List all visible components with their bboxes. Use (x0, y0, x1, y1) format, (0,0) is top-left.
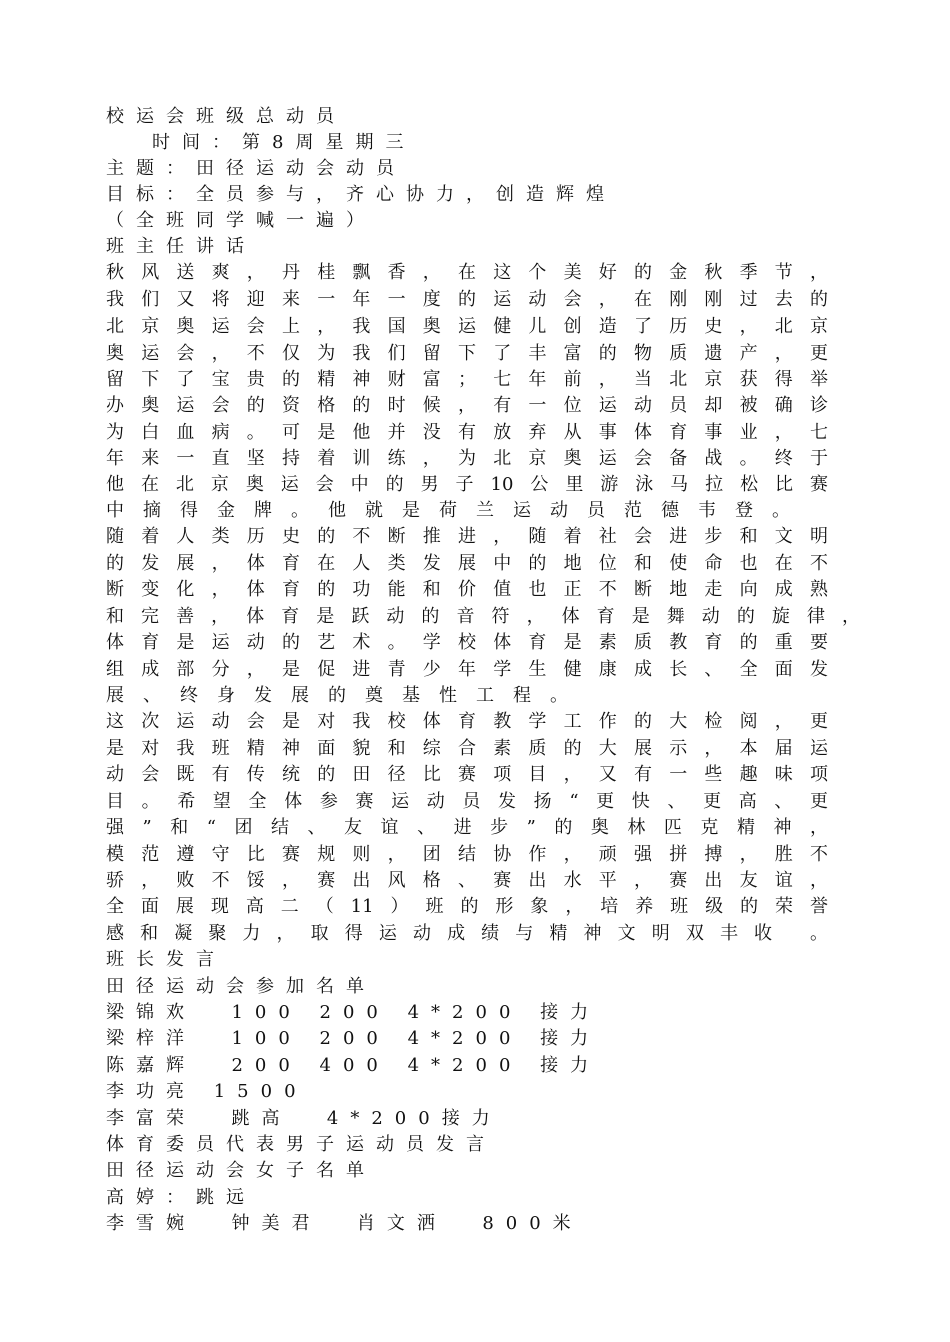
speech-line: 他在北京奥运会中的男子10公里游泳马拉松比赛 (106, 474, 828, 495)
speech-line: 的发展，体育在人类发展中的地位和使命也在不 (106, 553, 828, 574)
speech-line: 办奥运会的资格的时候，有一位运动员却被确诊 (106, 395, 828, 416)
speech-line: 留下了宝贵的精神财富；七年前，当北京获得举 (106, 369, 828, 390)
event-theme: 主题：田径运动会动员 (106, 158, 406, 179)
speech-line: 体育是运动的艺术。学校体育是素质教育的重要 (106, 632, 828, 653)
male-list-heading: 田径运动会参加名单 (106, 976, 376, 997)
speech-line: 年来一直坚持着训练，为北京奥运会备战。终于 (106, 448, 828, 469)
speech-line: 秋风送爽，丹桂飘香，在这个美好的金秋季节， (106, 262, 828, 283)
speech-line: 目。希望全体参赛运动员发扬“更快、更高、更 (106, 791, 828, 812)
speech-line: 是对我班精神面貌和综合素质的大展示，本届运 (106, 738, 828, 759)
goal-note: （全班同学喊一遍） (106, 210, 376, 231)
speech-line: 随着人类历史的不断推进，随着社会进步和文明 (106, 526, 828, 547)
male-entry: 李富荣 跳高 4*200接力 (106, 1108, 502, 1129)
speech-line: 模范遵守比赛规则，团结协作，顽强拼搏，胜不 (106, 844, 828, 865)
speech-line: 为白血病。可是他并没有放弃从事体育事业，七 (106, 422, 828, 443)
female-entry: 高婷：跳远 (106, 1187, 256, 1208)
speech-line: 北京奥运会上，我国奥运健儿创造了历史，北京 (106, 316, 828, 337)
speech-line: 我们又将迎来一年一度的运动会，在刚刚过去的 (106, 289, 828, 310)
speech-line: 奥运会，不仅为我们留下了丰富的物质遗产，更 (106, 343, 828, 364)
male-entry: 梁锦欢 100 200 4*200 接力 (106, 1002, 601, 1023)
speech-line: 这次运动会是对我校体育教学工作的大检阅，更 (106, 711, 828, 732)
male-entry: 李功亮 1500 (106, 1081, 308, 1102)
teacher-speech-heading: 班主任讲话 (106, 236, 256, 257)
speech-line: 动会既有传统的田径比赛项目，又有一些趣味项 (106, 764, 828, 785)
speech-line: 和完善，体育是跃动的音符，体育是舞动的旋律， (106, 606, 860, 627)
speech-line: 断变化，体育的功能和价值也正不断地走向成熟 (106, 579, 828, 600)
speech-line: 中摘得金牌。他就是荷兰运动员范德韦登。 (106, 500, 809, 521)
male-entry: 陈嘉辉 200 400 4*200 接力 (106, 1055, 601, 1076)
monitor-speech-heading: 班长发言 (106, 949, 226, 970)
speech-line: 展、终身发展的奠基性工程。 (106, 685, 587, 706)
female-entry: 李雪婉 钟美君 肖文洒 800米 (106, 1213, 583, 1234)
speech-line: 感和凝聚力，取得运动成绩与精神文明双丰收 。 (106, 923, 828, 944)
document-title: 校运会班级总动员 (106, 106, 346, 127)
female-list-heading: 田径运动会女子名单 (106, 1160, 376, 1181)
speech-line: 组成部分，是促进青少年学生健康成长、全面发 (106, 659, 828, 680)
speech-line: 骄，败不馁，赛出风格、赛出水平，赛出友谊， (106, 870, 828, 891)
event-time: 时间：第8周星期三 (152, 132, 416, 153)
speech-line: 强”和“团结、友谊、进步”的奥林匹克精神， (106, 817, 828, 838)
speech-line: 全面展现高二（11）班的形象，培养班级的荣誉 (106, 896, 828, 917)
male-entry: 梁梓洋 100 200 4*200 接力 (106, 1028, 601, 1049)
event-goal: 目标：全员参与，齐心协力，创造辉煌 (106, 184, 616, 205)
sports-rep-heading: 体育委员代表男子运动员发言 (106, 1134, 496, 1155)
